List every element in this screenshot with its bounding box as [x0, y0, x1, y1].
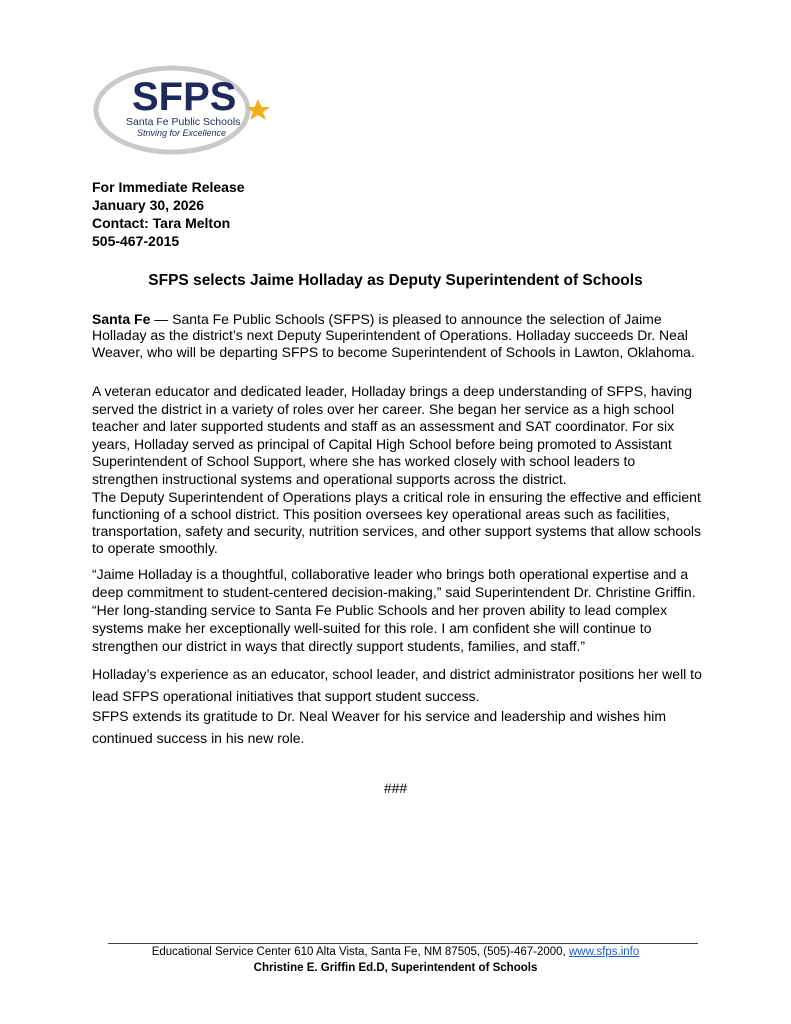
release-contact: Contact: Tara Melton — [92, 215, 231, 231]
svg-text:SFPS: SFPS — [132, 75, 237, 119]
release-info — [92, 178, 245, 250]
svg-text:Santa Fe Public Schools: Santa Fe Public Schools — [126, 116, 241, 128]
dateline: Santa Fe — [92, 311, 151, 327]
footer-superintendent: Christine E. Griffin Ed.D, Superintendent of Schools — [253, 962, 538, 974]
release-date: January 30, 2026 — [92, 197, 205, 213]
release-phone: 505-467-2015 — [92, 233, 180, 249]
footer-divider — [108, 943, 698, 944]
footer-address-line — [0, 946, 791, 958]
paragraph-6: SFPS extends its gratitude to Dr. Neal Weaver for his service and leadership and wishes him continued success in his new role. — [92, 708, 667, 746]
sfps-logo — [92, 62, 274, 158]
headline: SFPS selects Jaime Holladay as Deputy Superintendent of Schools — [148, 272, 643, 289]
end-mark: ### — [383, 780, 408, 796]
website-link[interactable]: www.sfps.info — [568, 946, 640, 958]
paragraph-2: A veteran educator and dedicated leader, Holladay brings a deep understanding of SFPS, having served the district in a variety of roles over her career. She began her service as a high school teacher and later supported students and staff as an assessment and SAT coordinator. For six years, Holladay served as principal of Capital High School before being promoted to Assistant Superintendent of School Support, where she has worked closely with school leaders to strengthen instructional systems and operational supports across the district. — [92, 383, 693, 487]
svg-text:Striving for Excellence: Striving for Excellence — [137, 128, 227, 138]
paragraph-3: The Deputy Superintendent of Operations plays a critical role in ensuring the effective and efficient functioning of a school district. This position oversees key operational areas such as facilities, transportation, safety and security, nutrition services, and other support systems that allow schools to operate smoothly. — [92, 489, 702, 556]
footer-address: Educational Service Center 610 Alta Vista, Santa Fe, NM 87505, (505)-467-2000, — [151, 946, 566, 958]
release-label: For Immediate Release — [92, 179, 245, 195]
paragraph-5: Holladay’s experience as an educator, school leader, and district administrator positions her well to lead SFPS operational initiatives that support student success. — [92, 666, 702, 704]
paragraph-4: “Jaime Holladay is a thoughtful, collaborative leader who brings both operational expertise and a deep commitment to student-centered decision-making,” said Superintendent Dr. Christine Griffin. “Her long-standing service to Santa Fe Public Schools and her proven ability to lead complex systems make her exceptionally well-suited for this role. I am confident she will continue to strengthen our district in ways that directly support students, families, and staff.” — [92, 566, 696, 654]
paragraph-1 — [92, 311, 704, 360]
paragraph-1-text: — Santa Fe Public Schools (SFPS) is pleased to announce the selection of Jaime Holladay as the district’s next Deputy Superintendent of Operations. Holladay succeeds Dr. Neal Weaver, who will be departing SFPS to become Superintendent of Schools in Lawton, Oklahoma. — [92, 311, 695, 360]
